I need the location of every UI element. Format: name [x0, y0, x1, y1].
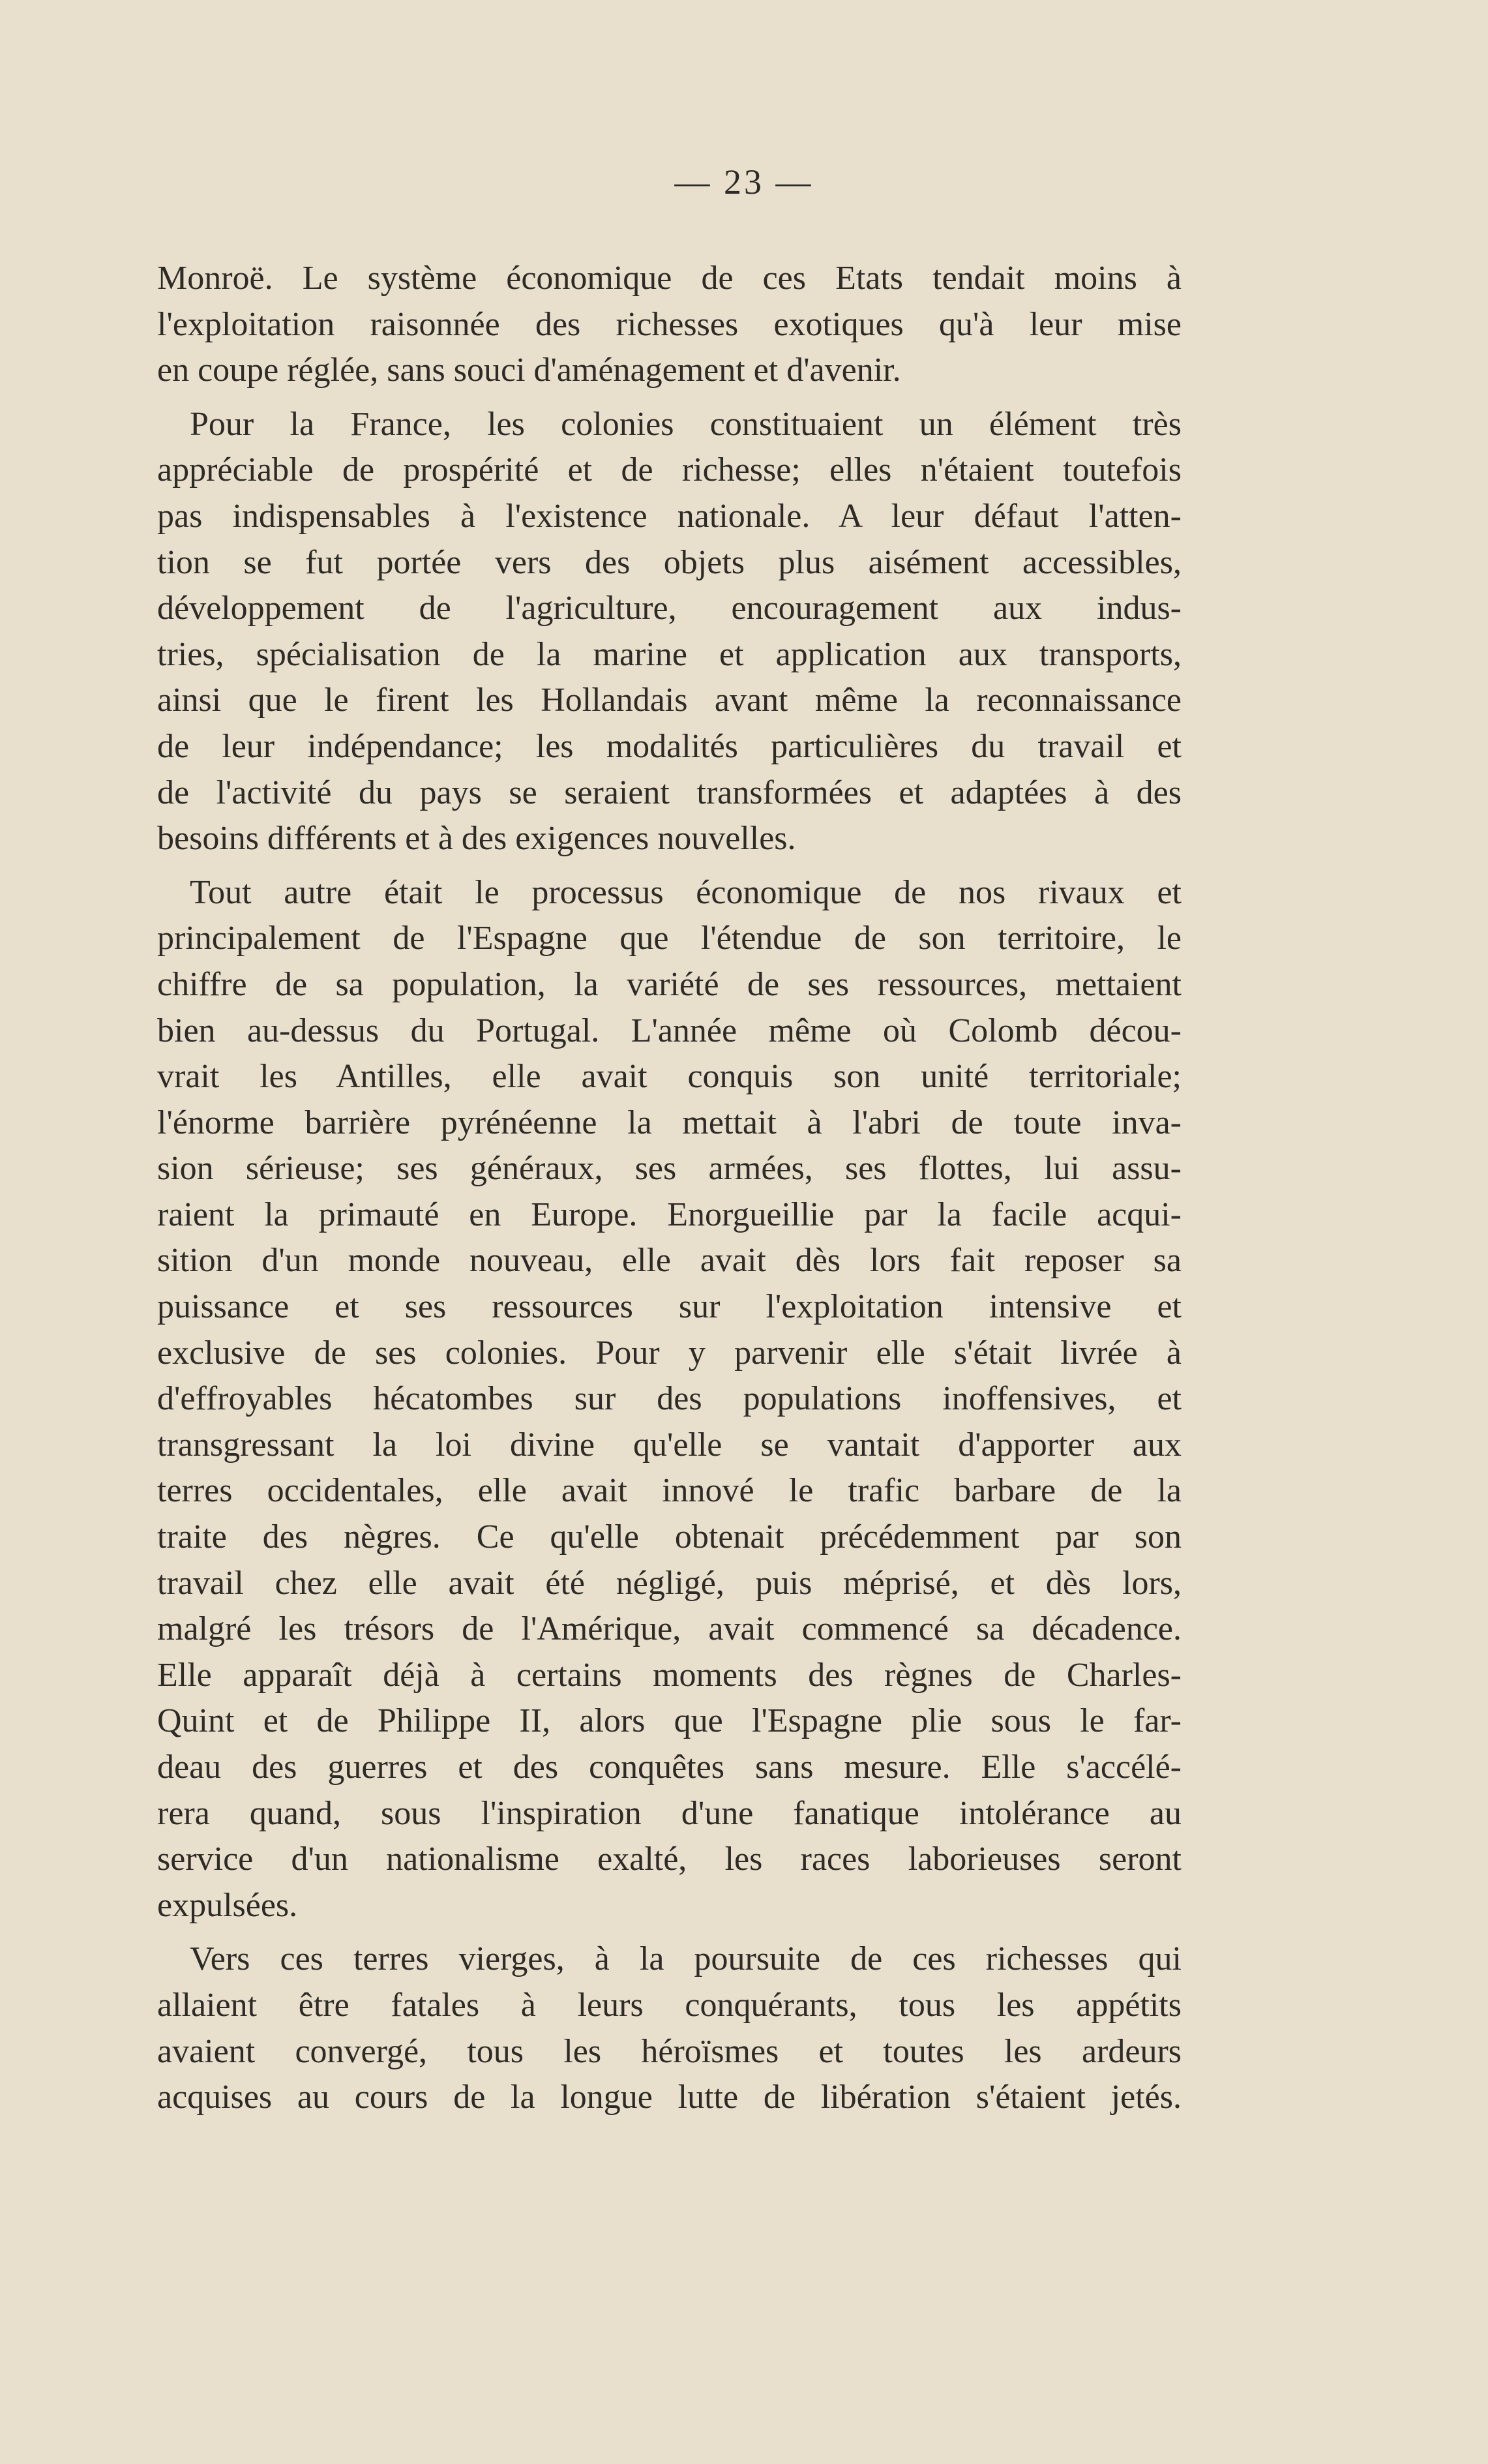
text-line: développement de l'agriculture, encouragement aux indus-: [157, 590, 1182, 627]
text-line: deau des guerres et des conquêtes sans mesure. Elle s'accélé-: [157, 1749, 1182, 1786]
text-line: principalement de l'Espagne que l'étendue de son territoire, le: [157, 920, 1182, 957]
text-line: Monroë. Le système économique de ces Etats tendait moins à: [157, 260, 1182, 297]
text-line: pas indispensables à l'existence nationale. A leur défaut l'atten-: [157, 497, 1182, 535]
text-line: sition d'un monde nouveau, elle avait dès lors fait reposer sa: [157, 1242, 1182, 1280]
text-line: appréciable de prospérité et de richesse; elles n'étaient toutefois: [157, 451, 1182, 489]
text-line: acquises au cours de la longue lutte de libération s'étaient jetés.: [157, 2079, 1182, 2116]
text-line: ainsi que le firent les Hollandais avant même la reconnaissance: [157, 682, 1182, 719]
text-line: de leur indépendance; les modalités particulières du travail et: [157, 727, 1182, 765]
paragraph: [157, 256, 1182, 394]
text-line: Vers ces terres vierges, à la poursuite de ces richesses qui: [190, 1940, 1182, 1978]
text-line: besoins différents et à des exigences nouvelles.: [157, 820, 796, 858]
text-line: puissance et ses ressources sur l'exploitation intensive et: [157, 1288, 1182, 1326]
text-line: tion se fut portée vers des objets plus aisément accessibles,: [157, 543, 1182, 581]
text-line: transgressant la loi divine qu'elle se vantait d'apporter aux: [157, 1426, 1182, 1464]
text-line: tries, spécialisation de la marine et application aux transports,: [157, 635, 1182, 673]
paragraph: [157, 1936, 1182, 2120]
text-line: l'exploitation raisonnée des richesses exotiques qu'à leur mise: [157, 305, 1182, 343]
paragraph: [157, 402, 1182, 862]
text-line: traite des nègres. Ce qu'elle obtenait précédemment par son: [157, 1518, 1182, 1556]
text-line: avaient convergé, tous les héroïsmes et toutes les ardeurs: [157, 2032, 1182, 2070]
page-number: — 23 —: [674, 162, 814, 202]
text-line: malgré les trésors de l'Amérique, avait commencé sa décadence.: [157, 1610, 1182, 1648]
text-line: rera quand, sous l'inspiration d'une fanatique intolérance au: [157, 1794, 1182, 1832]
text-line: raient la primauté en Europe. Enorgueillie par la facile acqui-: [157, 1195, 1182, 1233]
text-line: Quint et de Philippe II, alors que l'Espagne plie sous le far-: [157, 1702, 1182, 1740]
text-line: Elle apparaît déjà à certains moments des règnes de Charles-: [157, 1656, 1182, 1694]
text-line: vrait les Antilles, elle avait conquis son unité territoriale;: [157, 1058, 1182, 1096]
paragraph: [157, 870, 1182, 1929]
text-line: bien au-dessus du Portugal. L'année même où Colomb décou-: [157, 1012, 1182, 1049]
text-line: Pour la France, les colonies constituaient un élément très: [190, 405, 1182, 443]
text-line: service d'un nationalisme exalté, les races laborieuses seront: [157, 1840, 1182, 1878]
text-line: sion sérieuse; ses généraux, ses armées, ses flottes, lui assu-: [157, 1150, 1182, 1188]
text-line: exclusive de ses colonies. Pour y parvenir elle s'était livrée à: [157, 1334, 1182, 1372]
text-line: travail chez elle avait été négligé, puis méprisé, et dès lors,: [157, 1564, 1182, 1602]
text-line: d'effroyables hécatombes sur des populations inoffensives, et: [157, 1380, 1182, 1418]
text-line: terres occidentales, elle avait innové le trafic barbare de la: [157, 1472, 1182, 1510]
text-line: Tout autre était le processus économique de nos rivaux et: [190, 873, 1182, 911]
page-body: [157, 256, 1182, 2129]
text-line: chiffre de sa population, la variété de ses ressources, mettaient: [157, 965, 1182, 1003]
text-line: allaient être fatales à leurs conquérants, tous les appétits: [157, 1986, 1182, 2024]
text-line: l'énorme barrière pyrénéenne la mettait à l'abri de toute inva-: [157, 1104, 1182, 1141]
text-line: en coupe réglée, sans souci d'aménagement et d'avenir.: [157, 352, 901, 389]
text-line: de l'activité du pays se seraient transformées et adaptées à des: [157, 774, 1182, 811]
text-line: expulsées.: [157, 1886, 298, 1924]
